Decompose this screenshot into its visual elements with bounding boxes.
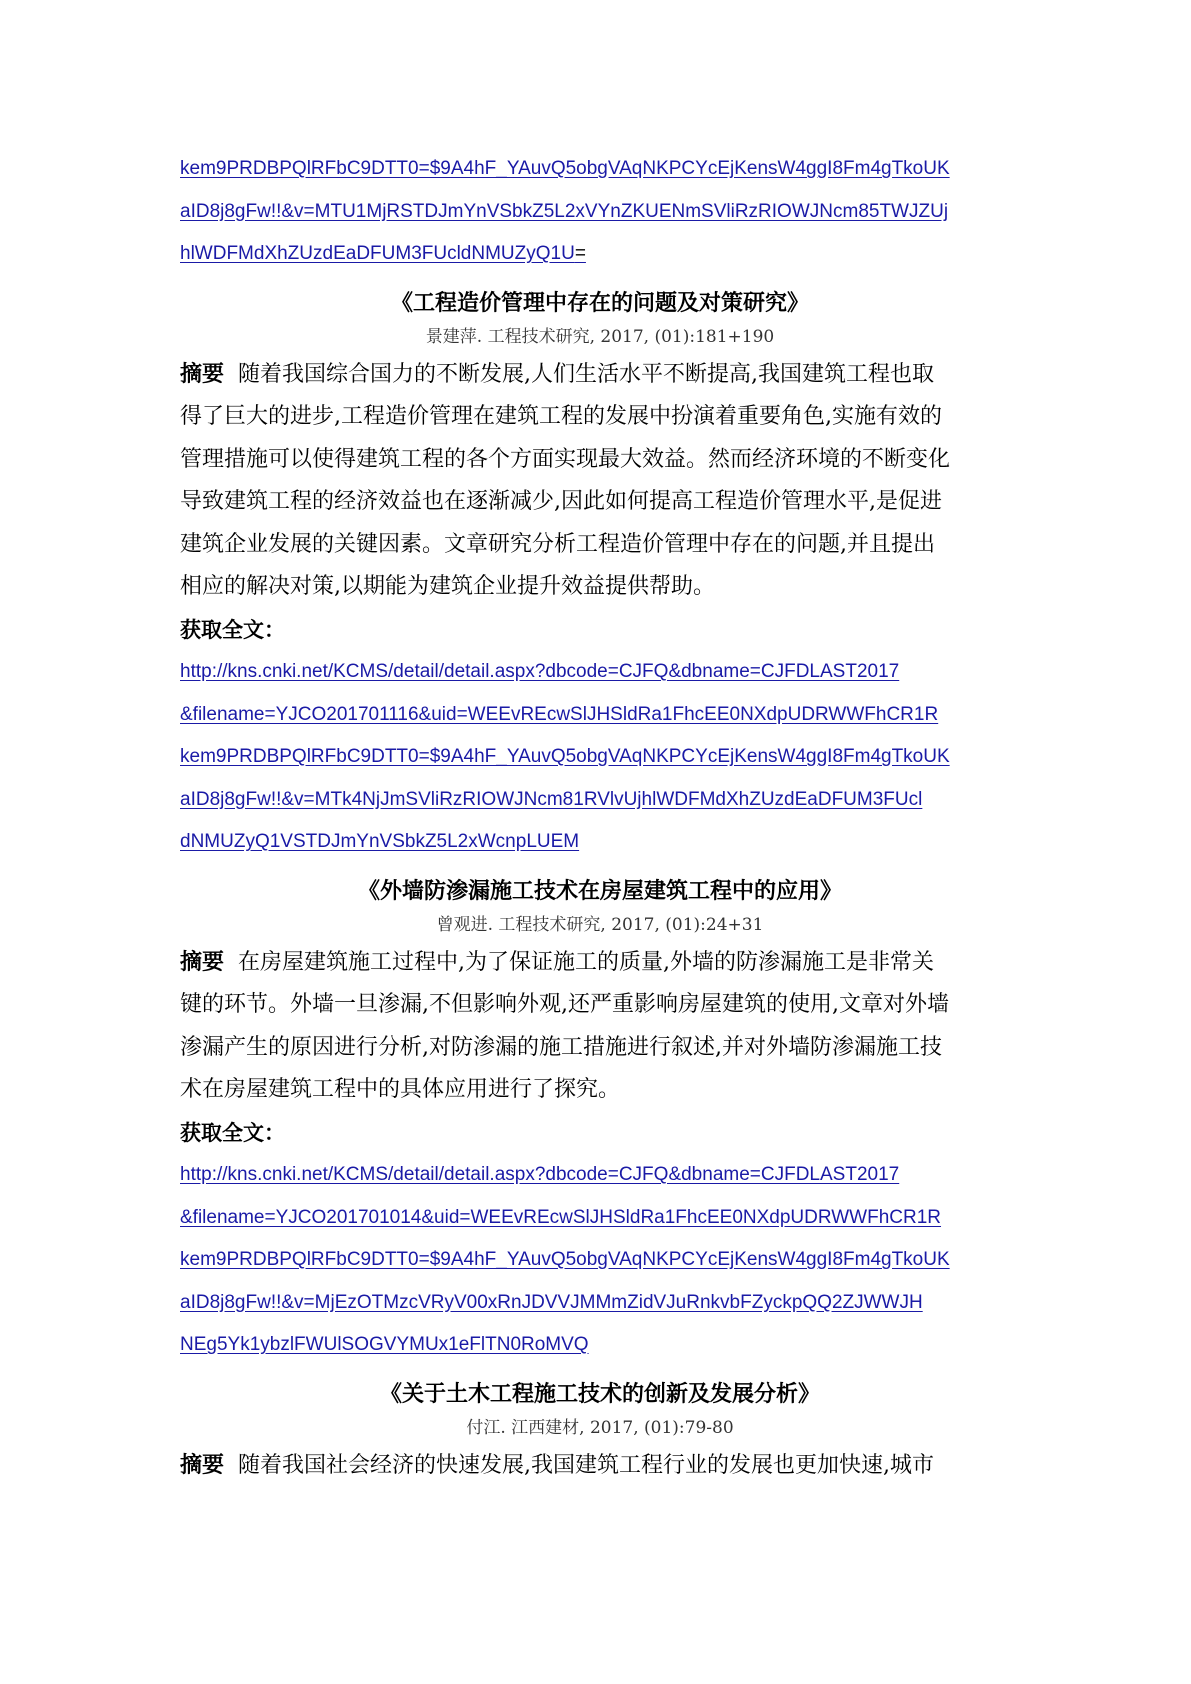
abstract-line: 键的环节。外墙一旦渗漏,不但影响外观,还严重影响房屋建筑的使用,文章对外墙 (180, 992, 949, 1017)
article-abstract (180, 1445, 1020, 1488)
link-line[interactable]: &filename=YJCO201701116&uid=WEEvREcwSlJHSldRa1FhcEE0NXdpUDRWWFhCR1R (180, 703, 939, 725)
link-line[interactable]: aID8j8gFw!!&v=MTU1MjRSTDJmYnVSbkZ5L2xVYnZKUENmSVliRzRIOWJNcm85TWJZUj (180, 200, 949, 222)
get-full-text-label: 获取全文： (180, 1120, 285, 1145)
article-citation: 曾观进. 工程技术研究, 2017, (01):24+31 (436, 914, 764, 935)
abstract-line (180, 1445, 1020, 1488)
article-title: 《外墙防渗漏施工技术在房屋建筑工程中的应用》 (357, 878, 842, 904)
top-link-block[interactable] (180, 148, 1020, 276)
full-text-link[interactable] (180, 651, 1020, 864)
article-abstract (180, 942, 1020, 1112)
article-title: 《关于土木工程施工技术的创新及发展分析》 (379, 1381, 820, 1407)
abstract-line: 渗漏产生的原因进行分析,对防渗漏的施工措施进行叙述,并对外墙防渗漏施工技 (180, 1034, 942, 1060)
link-line[interactable] (180, 233, 1020, 276)
abstract-line (180, 942, 1020, 985)
abstract-label: 摘要 (180, 949, 225, 975)
abstract-line (180, 354, 1020, 397)
link-line[interactable]: kem9PRDBPQlRFbC9DTT0=$9A4hF_YAuvQ5obgVAqNKPCYcEjKensW4ggI8Fm4gTkoUK (180, 1249, 950, 1270)
abstract-label: 摘要 (180, 1452, 225, 1478)
link-line[interactable]: NEg5Yk1ybzlFWUlSOGVYMUx1eFlTN0RoMVQ (180, 1334, 589, 1355)
abstract-line: 管理措施可以使得建筑工程的各个方面实现最大效益。然而经济环境的不断变化 (180, 446, 951, 472)
article-citation: 景建萍. 工程技术研究, 2017, (01):181+190 (425, 326, 775, 347)
link-line[interactable]: kem9PRDBPQlRFbC9DTT0=$9A4hF_YAuvQ5obgVAqNKPCYcEjKensW4ggI8Fm4gTkoUK (180, 746, 950, 767)
abstract-line: 建筑企业发展的关键因素。文章研究分析工程造价管理中存在的问题,并且提出 (180, 531, 935, 557)
link-line[interactable]: http://kns.cnki.net/KCMS/detail/detail.aspx?dbcode=CJFQ&dbname=CJFDLAST2017 (180, 661, 900, 682)
link-line[interactable]: aID8j8gFw!!&v=MjEzOTMzcVRyV00xRnJDVVJMMmZidVJuRnkvbFZyckpQQ2ZJWWJH (180, 1291, 923, 1313)
abstract-line: 术在房屋建筑工程中的具体应用进行了探究。 (180, 1077, 621, 1102)
link-line[interactable]: kem9PRDBPQlRFbC9DTT0=$9A4hF_YAuvQ5obgVAqNKPCYcEjKensW4ggI8Fm4gTkoUK (180, 158, 950, 179)
link-line[interactable]: http://kns.cnki.net/KCMS/detail/detail.aspx?dbcode=CJFQ&dbname=CJFDLAST2017 (180, 1164, 900, 1185)
abstract-line: 相应的解决对策,以期能为建筑企业提升效益提供帮助。 (180, 574, 715, 599)
article-entry (180, 1381, 1020, 1488)
link-line[interactable]: dNMUZyQ1VSTDJmYnVSbkZ5L2xWcnpLUEM (180, 831, 580, 852)
link-line[interactable]: &filename=YJCO201701014&uid=WEEvREcwSlJHSldRa1FhcEE0NXdpUDRWWFhCR1R (180, 1206, 942, 1228)
link-line[interactable]: aID8j8gFw!!&v=MTk4NjJmSVliRzRIOWJNcm81RVlvUjhlWDFMdXhZUzdEaDFUM3FUcl (180, 788, 923, 810)
abstract-text: 随着我国社会经济的快速发展,我国建筑工程行业的发展也更加快速,城市 (238, 1452, 935, 1478)
link-tail: = (574, 243, 586, 264)
abstract-label: 摘要 (180, 361, 225, 387)
abstract-text: 随着我国综合国力的不断发展,人们生活水平不断提高,我国建筑工程也取 (238, 361, 935, 387)
document-page (180, 148, 1020, 1487)
article-citation: 付江. 江西建材, 2017, (01):79-80 (466, 1417, 734, 1438)
article-title: 《工程造价管理中存在的问题及对策研究》 (390, 290, 809, 316)
abstract-line: 得了巨大的进步,工程造价管理在建筑工程的发展中扮演着重要角色,实施有效的 (180, 404, 942, 429)
full-text-link[interactable] (180, 1154, 1020, 1367)
article-abstract (180, 354, 1020, 609)
article-entry (180, 878, 1020, 1367)
link-line-text[interactable]: hlWDFMdXhZUzdEaDFUM3FUcldNMUZyQ1U (180, 243, 575, 264)
article-entry (180, 290, 1020, 864)
get-full-text-label: 获取全文： (180, 617, 285, 642)
abstract-line: 导致建筑工程的经济效益也在逐渐减少,因此如何提高工程造价管理水平,是促进 (180, 489, 942, 514)
abstract-text: 在房屋建筑施工过程中,为了保证施工的质量,外墙的防渗漏施工是非常关 (238, 949, 935, 975)
